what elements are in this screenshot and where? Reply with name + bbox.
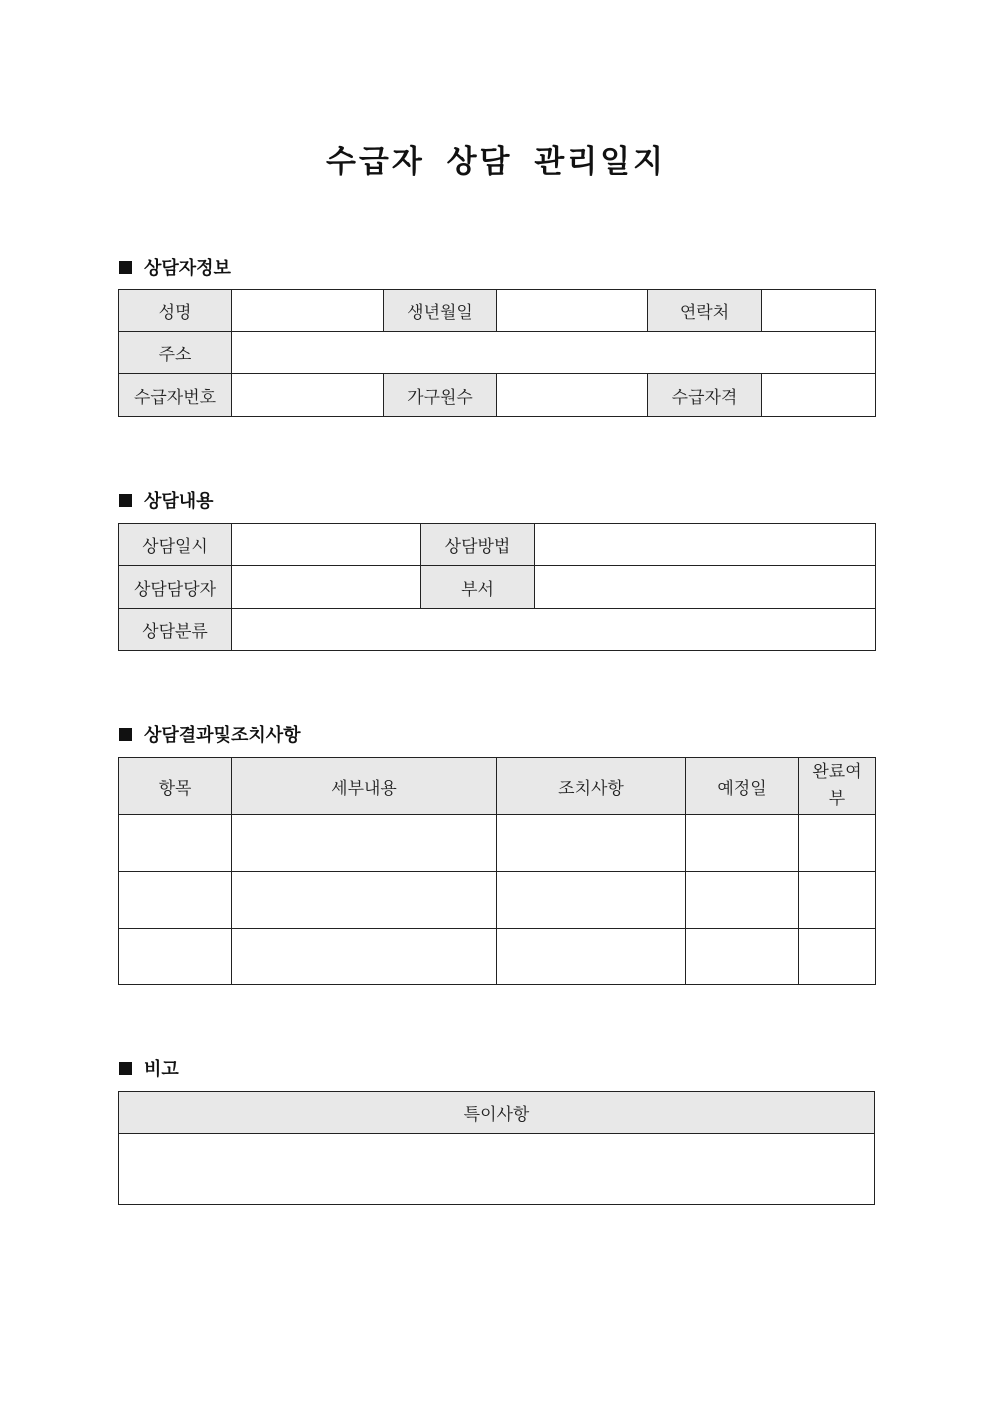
- action-cell[interactable]: [497, 815, 686, 872]
- column-header-due-date: 예정일: [686, 758, 799, 815]
- square-bullet-icon: [119, 1062, 132, 1075]
- details-cell[interactable]: [232, 872, 497, 929]
- column-header-completed-line2: 부: [828, 789, 846, 809]
- birth-label: 생년월일: [384, 290, 497, 332]
- staff-field[interactable]: [232, 566, 421, 609]
- special-notes-label: 특이사항: [119, 1092, 875, 1134]
- household-size-field[interactable]: [497, 374, 648, 417]
- item-cell[interactable]: [119, 815, 232, 872]
- section-heading-label: 상담내용: [144, 491, 214, 512]
- column-header-completed: [799, 758, 876, 815]
- item-cell[interactable]: [119, 929, 232, 985]
- department-field[interactable]: [535, 566, 876, 609]
- datetime-label: 상담일시: [119, 524, 232, 566]
- contact-label: 연락처: [648, 290, 762, 332]
- category-label: 상담분류: [119, 609, 232, 651]
- page-title: 수급자 상담 관리일지: [325, 144, 667, 180]
- item-cell[interactable]: [119, 872, 232, 929]
- category-field[interactable]: [232, 609, 876, 651]
- column-header-item: 항목: [119, 758, 232, 815]
- column-header-completed-line1: 완료여: [812, 762, 862, 782]
- name-field[interactable]: [232, 290, 384, 332]
- due-date-cell[interactable]: [686, 929, 799, 985]
- staff-label: 상담담당자: [119, 566, 232, 609]
- address-field[interactable]: [232, 332, 876, 374]
- action-cell[interactable]: [497, 929, 686, 985]
- completed-cell[interactable]: [799, 815, 876, 872]
- square-bullet-icon: [119, 261, 132, 274]
- table-row: [119, 815, 876, 872]
- completed-cell[interactable]: [799, 872, 876, 929]
- section-heading-label: 상담결과및조치사항: [144, 725, 301, 746]
- action-cell[interactable]: [497, 872, 686, 929]
- eligibility-label: 수급자격: [648, 374, 762, 417]
- square-bullet-icon: [119, 494, 132, 507]
- contact-field[interactable]: [762, 290, 876, 332]
- details-cell[interactable]: [232, 929, 497, 985]
- column-header-details: 세부내용: [232, 758, 497, 815]
- name-label: 성명: [119, 290, 232, 332]
- content-table: [118, 523, 876, 651]
- table-row: [119, 872, 876, 929]
- section-heading-results: [119, 721, 301, 747]
- info-table: [118, 289, 876, 417]
- remarks-table: [118, 1091, 875, 1205]
- eligibility-field[interactable]: [762, 374, 876, 417]
- column-header-action: 조치사항: [497, 758, 686, 815]
- results-table: [118, 757, 876, 985]
- section-heading-label: 상담자정보: [144, 258, 231, 279]
- household-size-label: 가구원수: [384, 374, 497, 417]
- due-date-cell[interactable]: [686, 872, 799, 929]
- address-label: 주소: [119, 332, 232, 374]
- recipient-number-field[interactable]: [232, 374, 384, 417]
- square-bullet-icon: [119, 728, 132, 741]
- table-row: [119, 929, 876, 985]
- datetime-field[interactable]: [232, 524, 421, 566]
- special-notes-field[interactable]: [119, 1134, 875, 1205]
- birth-field[interactable]: [497, 290, 648, 332]
- section-heading-info: [119, 254, 231, 280]
- completed-cell[interactable]: [799, 929, 876, 985]
- section-heading-remarks: [119, 1055, 179, 1081]
- recipient-number-label: 수급자번호: [119, 374, 232, 417]
- method-label: 상담방법: [421, 524, 535, 566]
- section-heading-content: [119, 487, 214, 513]
- section-heading-label: 비고: [144, 1059, 179, 1080]
- due-date-cell[interactable]: [686, 815, 799, 872]
- method-field[interactable]: [535, 524, 876, 566]
- department-label: 부서: [421, 566, 535, 609]
- details-cell[interactable]: [232, 815, 497, 872]
